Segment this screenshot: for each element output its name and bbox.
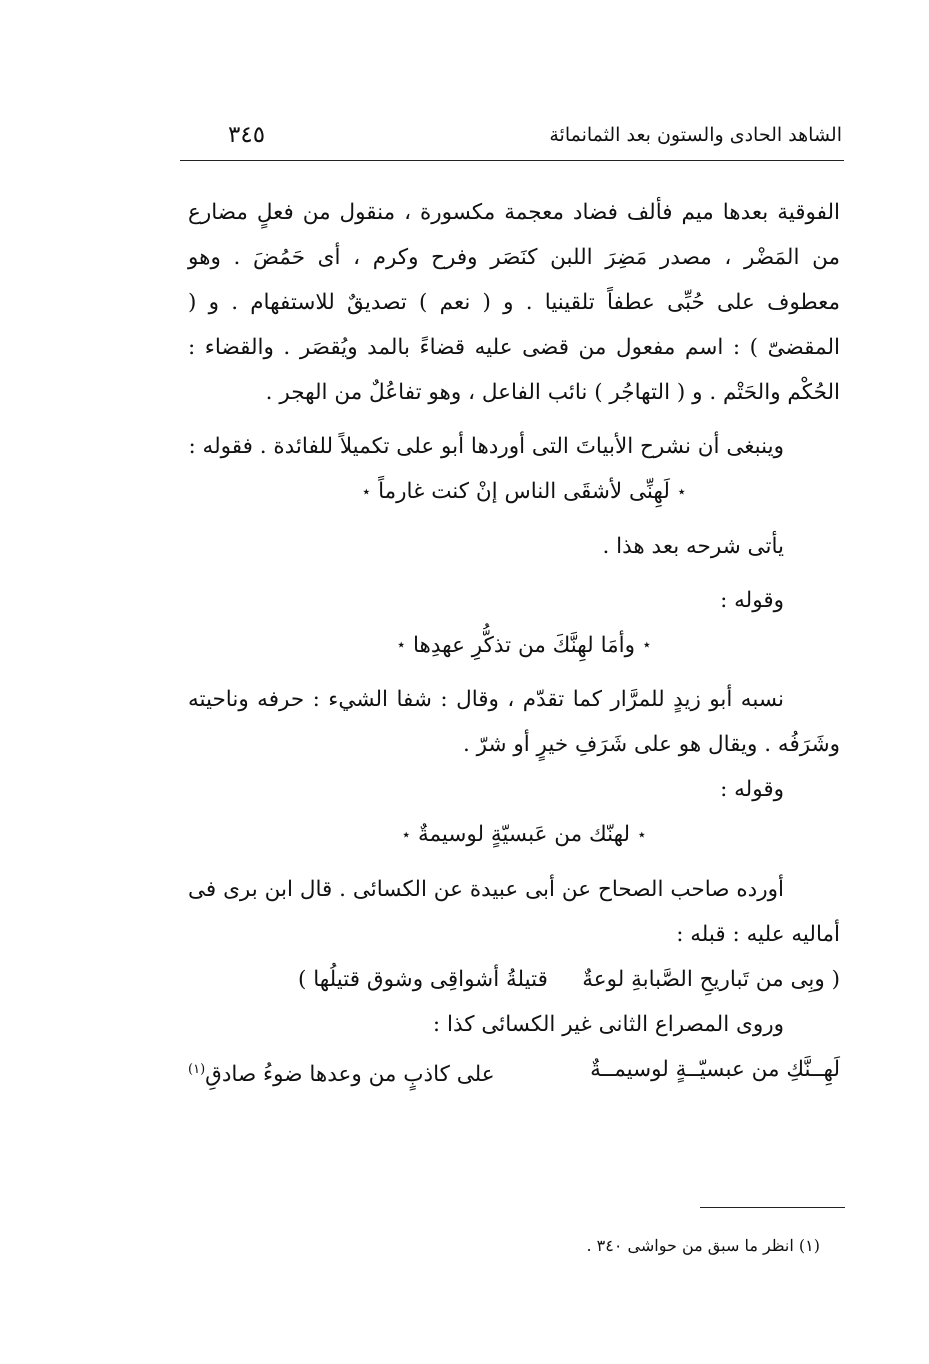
verse-3 (188, 812, 840, 858)
couplet-2-first-hemistich: لَهِــنَّكِ من عبسيّــةٍ لوسيمــةٌ (590, 1056, 840, 1082)
verse-2-text: وأمَا لهِنَّكَ من تذكُّرِ عهدِها (413, 632, 635, 658)
couplet-2-second-text: على كاذبٍ من وعدها ضوءُ صادقِ (205, 1061, 495, 1087)
verse-3-text: لهنّك من عَبسيّةٍ لوسيمةٌ (417, 822, 631, 847)
running-title: الشاهد الحادى والستون بعد الثمانمائة (549, 124, 842, 146)
verse-1 (188, 469, 840, 515)
header-rule (180, 160, 844, 161)
paragraph-8: وروى المصراع الثانى غير الكسائى كذا : (432, 1011, 784, 1037)
star-ornament: ٭ (362, 483, 371, 500)
main-text (188, 190, 840, 1097)
footnote-rule (700, 1207, 845, 1208)
paragraph-1: الفوقية بعدها ميم فألف فضاد معجمة مكسورة ، منقول من فعلٍ مضارع من المَضْر ، مصدر مَضِرَ اللبن كنَصَر وفرح وكرم ، أى حَمُضَ . وهو معطوف على حُبِّى عطفاً تلقينيا . و ( نعم ) تصديقٌ للاستفهام . و ( المقضىّ ) : اسم مفعول من قضى عليه قضاءً بالمد ويُقصَر . والقضاء : الحُكْم والحَتْم . و ( التهاجُر ) نائب الفاعل ، وهو تفاعُلٌ من الهجر . (188, 200, 840, 405)
couplet-1 (188, 957, 840, 1002)
paragraph-2: وينبغى أن نشرح الأبياتَ التى أوردها أبو على تكميلاً للفائدة . فقوله : (188, 434, 784, 459)
footnote: (١) انظر ما سبق من حواشى ٣٤٠ . (586, 1236, 820, 1255)
paragraph-6: وقوله : (720, 777, 784, 802)
couplet-2-second-hemistich (188, 1047, 495, 1097)
couplet-1-second-hemistich: قتيلةُ أشواقِى وشوق قتيلُها ) (298, 966, 548, 992)
star-ornament: ٭ (397, 637, 405, 653)
star-ornament: ٭ (677, 483, 686, 500)
couplet-2 (188, 1047, 840, 1097)
paragraph-7: أورده صاحب الصحاح عن أبى عبيدة عن الكسائى . قال ابن برى فى أماليه عليه : قبله : (188, 876, 840, 947)
star-ornament: ٭ (402, 826, 410, 843)
footnote-reference: (١) (188, 1061, 206, 1077)
verse-1-text: لَهِنِّى لأشقَى الناس إنْ كنت غارماً (378, 479, 670, 504)
page-number: ٣٤٥ (228, 122, 266, 148)
page-header (180, 118, 842, 152)
star-ornament: ٭ (643, 637, 651, 653)
paragraph-5: نسبه أبو زيدٍ للمرَّار كما تقدّم ، وقال : شفا الشيء : حرفه وناحيته وشَرَفُه . ويقال هو على شَرَفِ خيرٍ أو شرّ . (188, 687, 840, 757)
paragraph-3: يأتى شرحه بعد هذا . (602, 533, 784, 559)
paragraph-4: وقوله : (720, 587, 784, 613)
verse-2 (188, 623, 840, 669)
star-ornament: ٭ (638, 826, 646, 843)
couplet-1-first-hemistich: ( وبِى من تَباريحِ الصَّبابةِ لوعةٌ (582, 966, 840, 992)
